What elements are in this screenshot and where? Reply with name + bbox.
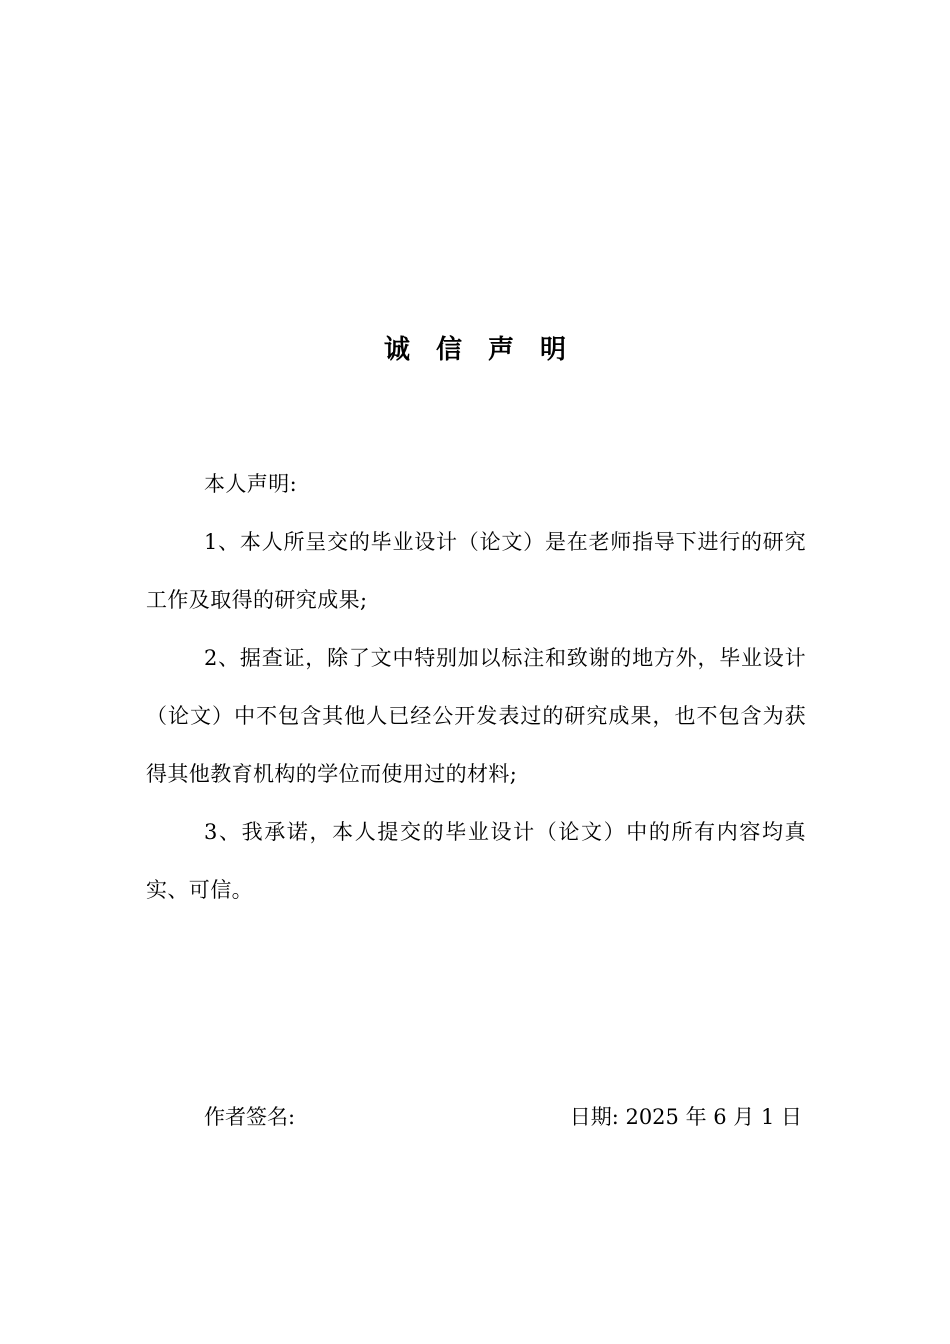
page-title: 诚信声明 [383, 335, 592, 365]
author-signature-label: 作者签名: [204, 1105, 296, 1129]
date-text: 日期: 2025 年 6 月 1 日 [569, 1105, 802, 1129]
declaration-item-2: 2、据查证，除了文中特别加以标注和致谢的地方外，毕业设计（论文）中不包含其他人已经公开发表过的研究成果，也不包含为获得其他教育机构的学位而使用过的材料; [146, 646, 806, 786]
declaration-item-3: 3、我承诺，本人提交的毕业设计（论文）中的所有内容均真实、可信。 [146, 820, 806, 902]
declaration-intro [146, 455, 806, 513]
declaration-item-1: 1、本人所呈交的毕业设计（论文）是在老师指导下进行的研究工作及取得的研究成果; [146, 530, 806, 612]
intro-text: 本人声明: [204, 472, 298, 496]
signature-footer [146, 1098, 802, 1136]
